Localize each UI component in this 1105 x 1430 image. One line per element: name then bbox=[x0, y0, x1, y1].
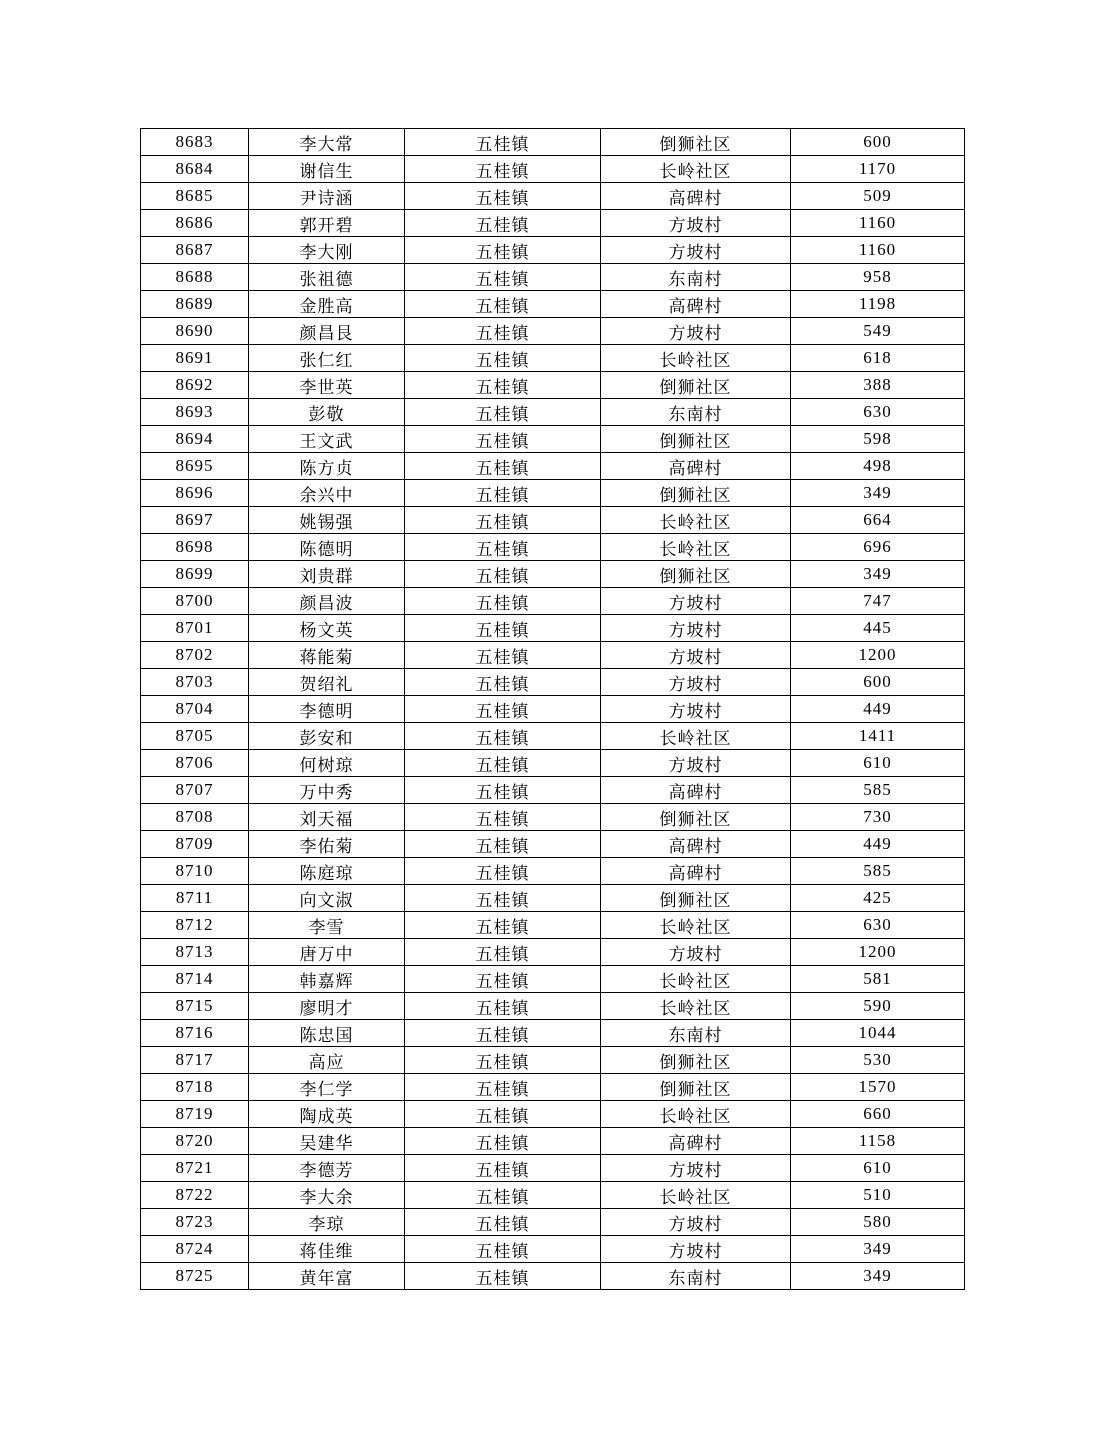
cell-name: 李大余 bbox=[249, 1182, 405, 1209]
cell-amount: 1411 bbox=[791, 723, 965, 750]
cell-amount: 388 bbox=[791, 372, 965, 399]
cell-id: 8709 bbox=[141, 831, 249, 858]
cell-name: 张仁红 bbox=[249, 345, 405, 372]
cell-name: 蒋佳维 bbox=[249, 1236, 405, 1263]
cell-town: 五桂镇 bbox=[405, 561, 601, 588]
cell-amount: 1198 bbox=[791, 291, 965, 318]
cell-town: 五桂镇 bbox=[405, 1182, 601, 1209]
cell-amount: 730 bbox=[791, 804, 965, 831]
cell-amount: 1170 bbox=[791, 156, 965, 183]
table-row bbox=[141, 507, 965, 534]
cell-village: 长岭社区 bbox=[601, 156, 791, 183]
cell-amount: 696 bbox=[791, 534, 965, 561]
roster-table-body bbox=[141, 129, 965, 1290]
cell-id: 8698 bbox=[141, 534, 249, 561]
cell-town: 五桂镇 bbox=[405, 237, 601, 264]
cell-name: 李世英 bbox=[249, 372, 405, 399]
cell-town: 五桂镇 bbox=[405, 345, 601, 372]
cell-amount: 664 bbox=[791, 507, 965, 534]
table-row bbox=[141, 372, 965, 399]
cell-id: 8719 bbox=[141, 1101, 249, 1128]
table-row bbox=[141, 777, 965, 804]
table-row bbox=[141, 588, 965, 615]
table-row bbox=[141, 993, 965, 1020]
cell-village: 方坡村 bbox=[601, 1209, 791, 1236]
cell-name: 廖明才 bbox=[249, 993, 405, 1020]
cell-town: 五桂镇 bbox=[405, 669, 601, 696]
cell-id: 8713 bbox=[141, 939, 249, 966]
cell-village: 倒狮社区 bbox=[601, 1047, 791, 1074]
cell-village: 东南村 bbox=[601, 1263, 791, 1290]
cell-amount: 598 bbox=[791, 426, 965, 453]
table-row bbox=[141, 1182, 965, 1209]
cell-amount: 449 bbox=[791, 696, 965, 723]
cell-amount: 1160 bbox=[791, 237, 965, 264]
cell-name: 韩嘉辉 bbox=[249, 966, 405, 993]
table-row bbox=[141, 291, 965, 318]
cell-village: 长岭社区 bbox=[601, 723, 791, 750]
table-row bbox=[141, 183, 965, 210]
cell-town: 五桂镇 bbox=[405, 426, 601, 453]
cell-village: 倒狮社区 bbox=[601, 561, 791, 588]
cell-village: 长岭社区 bbox=[601, 345, 791, 372]
cell-id: 8707 bbox=[141, 777, 249, 804]
cell-village: 倒狮社区 bbox=[601, 1074, 791, 1101]
table-row bbox=[141, 831, 965, 858]
cell-village: 东南村 bbox=[601, 1020, 791, 1047]
cell-town: 五桂镇 bbox=[405, 1263, 601, 1290]
cell-amount: 1044 bbox=[791, 1020, 965, 1047]
cell-town: 五桂镇 bbox=[405, 264, 601, 291]
cell-village: 方坡村 bbox=[601, 588, 791, 615]
cell-village: 长岭社区 bbox=[601, 993, 791, 1020]
table-row bbox=[141, 615, 965, 642]
cell-name: 郭开碧 bbox=[249, 210, 405, 237]
table-row bbox=[141, 534, 965, 561]
cell-town: 五桂镇 bbox=[405, 210, 601, 237]
cell-town: 五桂镇 bbox=[405, 993, 601, 1020]
table-row bbox=[141, 237, 965, 264]
cell-village: 长岭社区 bbox=[601, 1182, 791, 1209]
cell-town: 五桂镇 bbox=[405, 858, 601, 885]
cell-name: 陈德明 bbox=[249, 534, 405, 561]
cell-name: 刘贵群 bbox=[249, 561, 405, 588]
cell-name: 李琼 bbox=[249, 1209, 405, 1236]
cell-village: 长岭社区 bbox=[601, 507, 791, 534]
cell-amount: 618 bbox=[791, 345, 965, 372]
cell-name: 李大刚 bbox=[249, 237, 405, 264]
table-row bbox=[141, 858, 965, 885]
cell-town: 五桂镇 bbox=[405, 291, 601, 318]
cell-amount: 958 bbox=[791, 264, 965, 291]
cell-village: 东南村 bbox=[601, 399, 791, 426]
table-row bbox=[141, 750, 965, 777]
cell-village: 长岭社区 bbox=[601, 534, 791, 561]
cell-amount: 1160 bbox=[791, 210, 965, 237]
cell-id: 8687 bbox=[141, 237, 249, 264]
cell-town: 五桂镇 bbox=[405, 1155, 601, 1182]
cell-amount: 509 bbox=[791, 183, 965, 210]
cell-id: 8718 bbox=[141, 1074, 249, 1101]
cell-village: 高碑村 bbox=[601, 1128, 791, 1155]
cell-name: 李德明 bbox=[249, 696, 405, 723]
cell-town: 五桂镇 bbox=[405, 1020, 601, 1047]
cell-id: 8716 bbox=[141, 1020, 249, 1047]
cell-id: 8696 bbox=[141, 480, 249, 507]
cell-village: 倒狮社区 bbox=[601, 426, 791, 453]
cell-id: 8700 bbox=[141, 588, 249, 615]
table-row bbox=[141, 1047, 965, 1074]
cell-town: 五桂镇 bbox=[405, 1236, 601, 1263]
cell-village: 方坡村 bbox=[601, 318, 791, 345]
cell-amount: 445 bbox=[791, 615, 965, 642]
cell-name: 谢信生 bbox=[249, 156, 405, 183]
table-row bbox=[141, 318, 965, 345]
cell-amount: 581 bbox=[791, 966, 965, 993]
cell-name: 李佑菊 bbox=[249, 831, 405, 858]
cell-town: 五桂镇 bbox=[405, 453, 601, 480]
cell-village: 高碑村 bbox=[601, 183, 791, 210]
cell-id: 8712 bbox=[141, 912, 249, 939]
cell-name: 陈忠国 bbox=[249, 1020, 405, 1047]
cell-amount: 580 bbox=[791, 1209, 965, 1236]
cell-id: 8708 bbox=[141, 804, 249, 831]
cell-amount: 1570 bbox=[791, 1074, 965, 1101]
table-row bbox=[141, 453, 965, 480]
cell-town: 五桂镇 bbox=[405, 885, 601, 912]
cell-name: 刘天福 bbox=[249, 804, 405, 831]
cell-name: 张祖德 bbox=[249, 264, 405, 291]
table-row bbox=[141, 210, 965, 237]
cell-name: 陈方贞 bbox=[249, 453, 405, 480]
cell-village: 高碑村 bbox=[601, 777, 791, 804]
cell-id: 8715 bbox=[141, 993, 249, 1020]
cell-name: 唐万中 bbox=[249, 939, 405, 966]
cell-id: 8714 bbox=[141, 966, 249, 993]
cell-name: 杨文英 bbox=[249, 615, 405, 642]
cell-town: 五桂镇 bbox=[405, 642, 601, 669]
cell-town: 五桂镇 bbox=[405, 372, 601, 399]
cell-town: 五桂镇 bbox=[405, 912, 601, 939]
cell-town: 五桂镇 bbox=[405, 1101, 601, 1128]
cell-id: 8695 bbox=[141, 453, 249, 480]
cell-id: 8686 bbox=[141, 210, 249, 237]
cell-name: 颜昌艮 bbox=[249, 318, 405, 345]
cell-name: 何树琼 bbox=[249, 750, 405, 777]
cell-amount: 349 bbox=[791, 480, 965, 507]
cell-id: 8711 bbox=[141, 885, 249, 912]
cell-village: 长岭社区 bbox=[601, 912, 791, 939]
cell-name: 李仁学 bbox=[249, 1074, 405, 1101]
cell-amount: 630 bbox=[791, 399, 965, 426]
cell-name: 彭安和 bbox=[249, 723, 405, 750]
cell-town: 五桂镇 bbox=[405, 696, 601, 723]
cell-id: 8725 bbox=[141, 1263, 249, 1290]
cell-village: 倒狮社区 bbox=[601, 372, 791, 399]
cell-name: 万中秀 bbox=[249, 777, 405, 804]
cell-name: 吴建华 bbox=[249, 1128, 405, 1155]
cell-town: 五桂镇 bbox=[405, 723, 601, 750]
cell-id: 8685 bbox=[141, 183, 249, 210]
cell-village: 高碑村 bbox=[601, 858, 791, 885]
cell-id: 8723 bbox=[141, 1209, 249, 1236]
cell-name: 尹诗涵 bbox=[249, 183, 405, 210]
cell-id: 8690 bbox=[141, 318, 249, 345]
cell-village: 高碑村 bbox=[601, 831, 791, 858]
cell-village: 长岭社区 bbox=[601, 1101, 791, 1128]
cell-id: 8720 bbox=[141, 1128, 249, 1155]
table-row bbox=[141, 399, 965, 426]
cell-id: 8694 bbox=[141, 426, 249, 453]
cell-town: 五桂镇 bbox=[405, 1209, 601, 1236]
cell-town: 五桂镇 bbox=[405, 129, 601, 156]
cell-amount: 510 bbox=[791, 1182, 965, 1209]
table-row bbox=[141, 1155, 965, 1182]
cell-town: 五桂镇 bbox=[405, 183, 601, 210]
cell-amount: 349 bbox=[791, 561, 965, 588]
cell-id: 8693 bbox=[141, 399, 249, 426]
cell-id: 8710 bbox=[141, 858, 249, 885]
cell-town: 五桂镇 bbox=[405, 615, 601, 642]
cell-name: 蒋能菊 bbox=[249, 642, 405, 669]
cell-amount: 349 bbox=[791, 1236, 965, 1263]
cell-name: 高应 bbox=[249, 1047, 405, 1074]
cell-amount: 610 bbox=[791, 1155, 965, 1182]
cell-amount: 600 bbox=[791, 669, 965, 696]
table-row bbox=[141, 156, 965, 183]
table-row bbox=[141, 723, 965, 750]
cell-village: 倒狮社区 bbox=[601, 885, 791, 912]
cell-town: 五桂镇 bbox=[405, 318, 601, 345]
table-row bbox=[141, 1074, 965, 1101]
cell-amount: 425 bbox=[791, 885, 965, 912]
cell-village: 高碑村 bbox=[601, 291, 791, 318]
cell-name: 李雪 bbox=[249, 912, 405, 939]
cell-village: 长岭社区 bbox=[601, 966, 791, 993]
cell-name: 黄年富 bbox=[249, 1263, 405, 1290]
cell-amount: 498 bbox=[791, 453, 965, 480]
cell-amount: 590 bbox=[791, 993, 965, 1020]
cell-village: 方坡村 bbox=[601, 1236, 791, 1263]
cell-id: 8684 bbox=[141, 156, 249, 183]
table-row bbox=[141, 1209, 965, 1236]
cell-id: 8702 bbox=[141, 642, 249, 669]
cell-name: 陈庭琼 bbox=[249, 858, 405, 885]
cell-amount: 530 bbox=[791, 1047, 965, 1074]
cell-name: 金胜高 bbox=[249, 291, 405, 318]
cell-id: 8722 bbox=[141, 1182, 249, 1209]
cell-village: 方坡村 bbox=[601, 750, 791, 777]
cell-amount: 600 bbox=[791, 129, 965, 156]
cell-id: 8683 bbox=[141, 129, 249, 156]
table-row bbox=[141, 804, 965, 831]
cell-id: 8689 bbox=[141, 291, 249, 318]
cell-id: 8724 bbox=[141, 1236, 249, 1263]
cell-name: 颜昌波 bbox=[249, 588, 405, 615]
cell-village: 高碑村 bbox=[601, 453, 791, 480]
cell-amount: 449 bbox=[791, 831, 965, 858]
cell-village: 倒狮社区 bbox=[601, 129, 791, 156]
cell-id: 8706 bbox=[141, 750, 249, 777]
cell-id: 8692 bbox=[141, 372, 249, 399]
table-row bbox=[141, 1128, 965, 1155]
cell-amount: 610 bbox=[791, 750, 965, 777]
cell-village: 方坡村 bbox=[601, 237, 791, 264]
cell-town: 五桂镇 bbox=[405, 399, 601, 426]
cell-id: 8701 bbox=[141, 615, 249, 642]
cell-town: 五桂镇 bbox=[405, 156, 601, 183]
cell-id: 8691 bbox=[141, 345, 249, 372]
table-row bbox=[141, 129, 965, 156]
table-row bbox=[141, 939, 965, 966]
cell-village: 方坡村 bbox=[601, 1155, 791, 1182]
cell-town: 五桂镇 bbox=[405, 588, 601, 615]
table-row bbox=[141, 480, 965, 507]
cell-village: 倒狮社区 bbox=[601, 480, 791, 507]
cell-amount: 585 bbox=[791, 858, 965, 885]
table-row bbox=[141, 1101, 965, 1128]
cell-town: 五桂镇 bbox=[405, 1047, 601, 1074]
cell-amount: 549 bbox=[791, 318, 965, 345]
table-row bbox=[141, 669, 965, 696]
cell-town: 五桂镇 bbox=[405, 1074, 601, 1101]
table-row bbox=[141, 426, 965, 453]
cell-id: 8721 bbox=[141, 1155, 249, 1182]
cell-name: 陶成英 bbox=[249, 1101, 405, 1128]
cell-town: 五桂镇 bbox=[405, 831, 601, 858]
cell-name: 李德芳 bbox=[249, 1155, 405, 1182]
cell-village: 方坡村 bbox=[601, 939, 791, 966]
cell-name: 姚锡强 bbox=[249, 507, 405, 534]
cell-village: 东南村 bbox=[601, 264, 791, 291]
cell-id: 8699 bbox=[141, 561, 249, 588]
cell-name: 余兴中 bbox=[249, 480, 405, 507]
cell-amount: 1200 bbox=[791, 939, 965, 966]
cell-amount: 660 bbox=[791, 1101, 965, 1128]
cell-id: 8703 bbox=[141, 669, 249, 696]
cell-amount: 349 bbox=[791, 1263, 965, 1290]
table-row bbox=[141, 912, 965, 939]
cell-amount: 585 bbox=[791, 777, 965, 804]
cell-town: 五桂镇 bbox=[405, 750, 601, 777]
roster-table bbox=[140, 128, 965, 1290]
table-row bbox=[141, 1236, 965, 1263]
cell-id: 8688 bbox=[141, 264, 249, 291]
cell-town: 五桂镇 bbox=[405, 480, 601, 507]
cell-amount: 630 bbox=[791, 912, 965, 939]
cell-name: 向文淑 bbox=[249, 885, 405, 912]
cell-amount: 1200 bbox=[791, 642, 965, 669]
cell-village: 倒狮社区 bbox=[601, 804, 791, 831]
table-row bbox=[141, 696, 965, 723]
cell-name: 彭敬 bbox=[249, 399, 405, 426]
cell-village: 方坡村 bbox=[601, 669, 791, 696]
cell-name: 贺绍礼 bbox=[249, 669, 405, 696]
cell-town: 五桂镇 bbox=[405, 777, 601, 804]
cell-id: 8697 bbox=[141, 507, 249, 534]
cell-id: 8717 bbox=[141, 1047, 249, 1074]
cell-name: 李大常 bbox=[249, 129, 405, 156]
table-row bbox=[141, 264, 965, 291]
cell-village: 方坡村 bbox=[601, 615, 791, 642]
table-row bbox=[141, 1020, 965, 1047]
cell-id: 8704 bbox=[141, 696, 249, 723]
cell-town: 五桂镇 bbox=[405, 1128, 601, 1155]
table-row bbox=[141, 1263, 965, 1290]
cell-town: 五桂镇 bbox=[405, 534, 601, 561]
cell-id: 8705 bbox=[141, 723, 249, 750]
cell-amount: 747 bbox=[791, 588, 965, 615]
cell-town: 五桂镇 bbox=[405, 804, 601, 831]
cell-village: 方坡村 bbox=[601, 210, 791, 237]
cell-amount: 1158 bbox=[791, 1128, 965, 1155]
table-row bbox=[141, 966, 965, 993]
cell-village: 方坡村 bbox=[601, 696, 791, 723]
table-row bbox=[141, 345, 965, 372]
table-row bbox=[141, 642, 965, 669]
cell-town: 五桂镇 bbox=[405, 966, 601, 993]
cell-village: 方坡村 bbox=[601, 642, 791, 669]
cell-town: 五桂镇 bbox=[405, 507, 601, 534]
cell-town: 五桂镇 bbox=[405, 939, 601, 966]
table-row bbox=[141, 561, 965, 588]
table-row bbox=[141, 885, 965, 912]
cell-name: 王文武 bbox=[249, 426, 405, 453]
